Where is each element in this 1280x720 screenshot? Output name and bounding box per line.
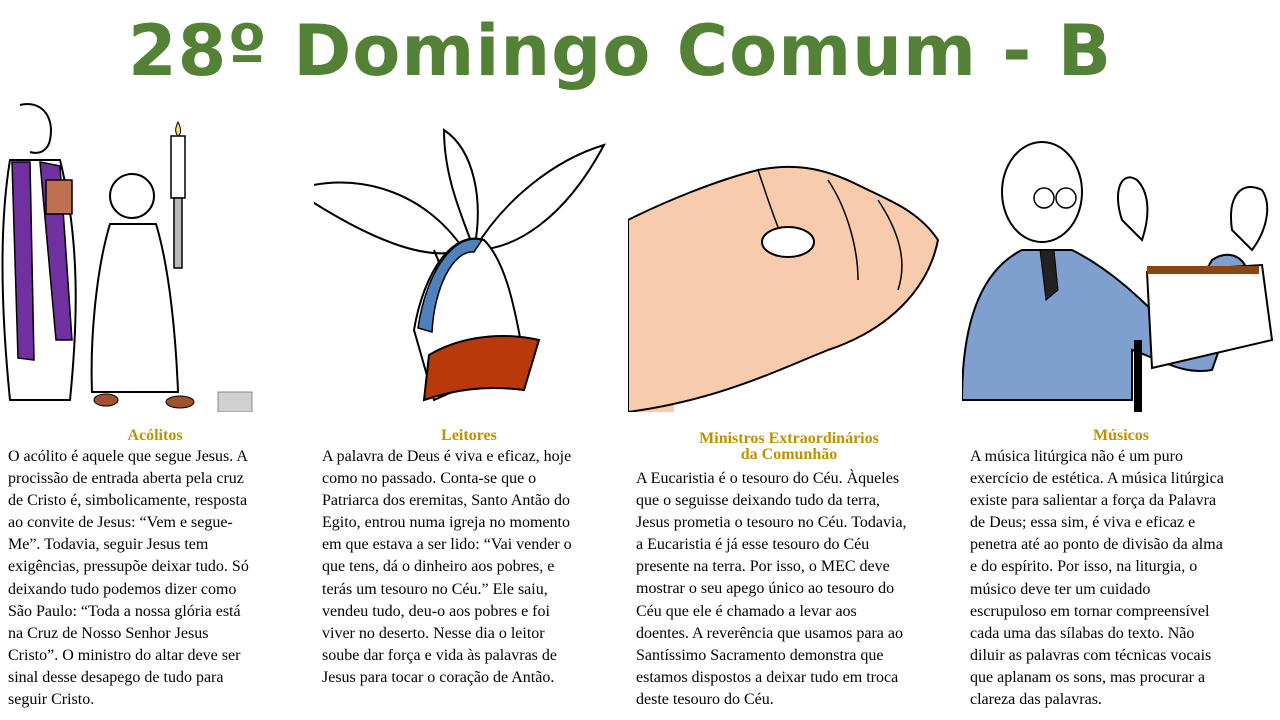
text-line: sinal desse desapego de tudo para (8, 668, 224, 686)
page-title: 28º Domingo Comum - B (127, 10, 1113, 92)
text-line: Céu que ele é chamado a levar aos (636, 602, 857, 620)
text-line: terás um tesouro no Céu.” Ele saiu, (322, 580, 548, 598)
text-line: deste tesouro do Céu. (636, 690, 774, 708)
text-line: presente na terra. Por isso, o MEC deve (636, 558, 890, 576)
text-line: mostrar o seu apego único ao tesouro do (636, 580, 895, 598)
conductor-drawing (962, 100, 1280, 412)
column-ministros (628, 100, 950, 720)
text-line: estamos dispostos a deixar tudo em troca (636, 668, 899, 686)
text-line: a Eucaristia é já esse tesouro do Céu (636, 536, 870, 554)
text-line: O acólito é aquele que segue Jesus. A (8, 448, 248, 465)
column-heading: Músicos (1093, 427, 1149, 444)
text-line: Cristo”. O ministro do altar deve ser (8, 646, 241, 664)
text-line: deixando tudo podemos dizer como (8, 580, 237, 598)
column-text (8, 446, 308, 711)
text-line: A Eucaristia é o tesouro do Céu. Àqueles (636, 470, 900, 487)
text-line: penetra até ao ponto de divisão da alma (970, 536, 1223, 554)
column-heading: Leitores (441, 427, 497, 444)
column-heading: Acólitos (127, 427, 183, 444)
text-line: escrupuloso em tornar compreensível (970, 602, 1210, 620)
text-line: Jesus para tocar o coração de Antão. (322, 668, 555, 686)
text-line: Egito, entrou numa igreja no momento (322, 514, 570, 532)
text-line: A palavra de Deus é viva e eficaz, hoje (322, 448, 572, 465)
text-line: que o seguisse deixando tudo da terra, (636, 492, 880, 510)
reader-dove-drawing (314, 100, 624, 412)
text-line: vendeu tudo, deu-o aos pobres e foi (322, 602, 550, 620)
text-line: músico deve ter um cuidado (970, 580, 1151, 598)
text-line: em que estava a ser lido: “Vai vender o (322, 536, 572, 554)
text-line: clareza das palavras. (970, 691, 1102, 709)
text-line: como no passado. Conta-se que o (322, 470, 537, 488)
text-line: de Cristo é, simbolicamente, resposta (8, 492, 248, 510)
text-line: Santíssimo Sacramento demonstra que (636, 646, 884, 664)
text-line: de Deus; essa sim, é viva e eficaz e (970, 514, 1196, 532)
text-line: viver no deserto. Nesse dia o leitor (322, 624, 545, 642)
reader-illustration (314, 100, 624, 412)
text-line: São Paulo: “Toda a nossa glória está (8, 602, 241, 620)
text-line: exercício de estética. A música litúrgica (970, 470, 1224, 488)
text-line: Patriarca dos eremitas, Santo Antão do (322, 492, 570, 510)
column-text (970, 446, 1278, 711)
text-line: diluir as palavras com técnicas vocais (970, 646, 1212, 664)
text-line: A música litúrgica não é um puro (970, 448, 1183, 465)
column-text (322, 446, 622, 689)
column-musicos (962, 100, 1280, 720)
text-line: que aplanam os sons, mas procurar a (970, 668, 1206, 686)
text-line: soube dar força e vida às palavras de (322, 646, 557, 664)
text-line: existe para salientar a força da Palavra (970, 492, 1217, 510)
text-line: Jesus prometia o tesouro no Céu. Todavia, (636, 514, 907, 532)
text-line: cada uma das sílabas do texto. Não (970, 624, 1195, 642)
heading-line: da Comunhão (740, 446, 838, 463)
hands-drawing (628, 100, 950, 412)
text-line: ao convite de Jesus: “Vem e segue- (8, 514, 233, 532)
column-text (636, 468, 948, 711)
text-line: seguir Cristo. (8, 691, 95, 709)
text-line: e do espírito. Por isso, na liturgia, o (970, 558, 1198, 576)
text-line: exigências, pressupõe deixar tudo. Só (8, 558, 249, 576)
text-line: procissão de entrada aberta pela cruz (8, 470, 244, 488)
text-line: na Cruz de Nosso Senhor Jesus (8, 624, 209, 642)
column-leitores (314, 100, 624, 720)
acolytes-illustration (0, 100, 310, 412)
column-acolitos (0, 100, 310, 720)
text-line: que tens, dá o dinheiro aos pobres, e (322, 558, 555, 576)
musician-illustration (962, 100, 1280, 412)
text-line: doentes. A reverência que usamos para ao (636, 624, 904, 642)
column-heading (628, 431, 950, 463)
acolytes-drawing (0, 100, 310, 412)
hands-host-illustration (628, 100, 950, 412)
text-line: Me”. Todavia, seguir Jesus tem (8, 536, 209, 554)
heading-line: Ministros Extraordinários (699, 430, 879, 447)
